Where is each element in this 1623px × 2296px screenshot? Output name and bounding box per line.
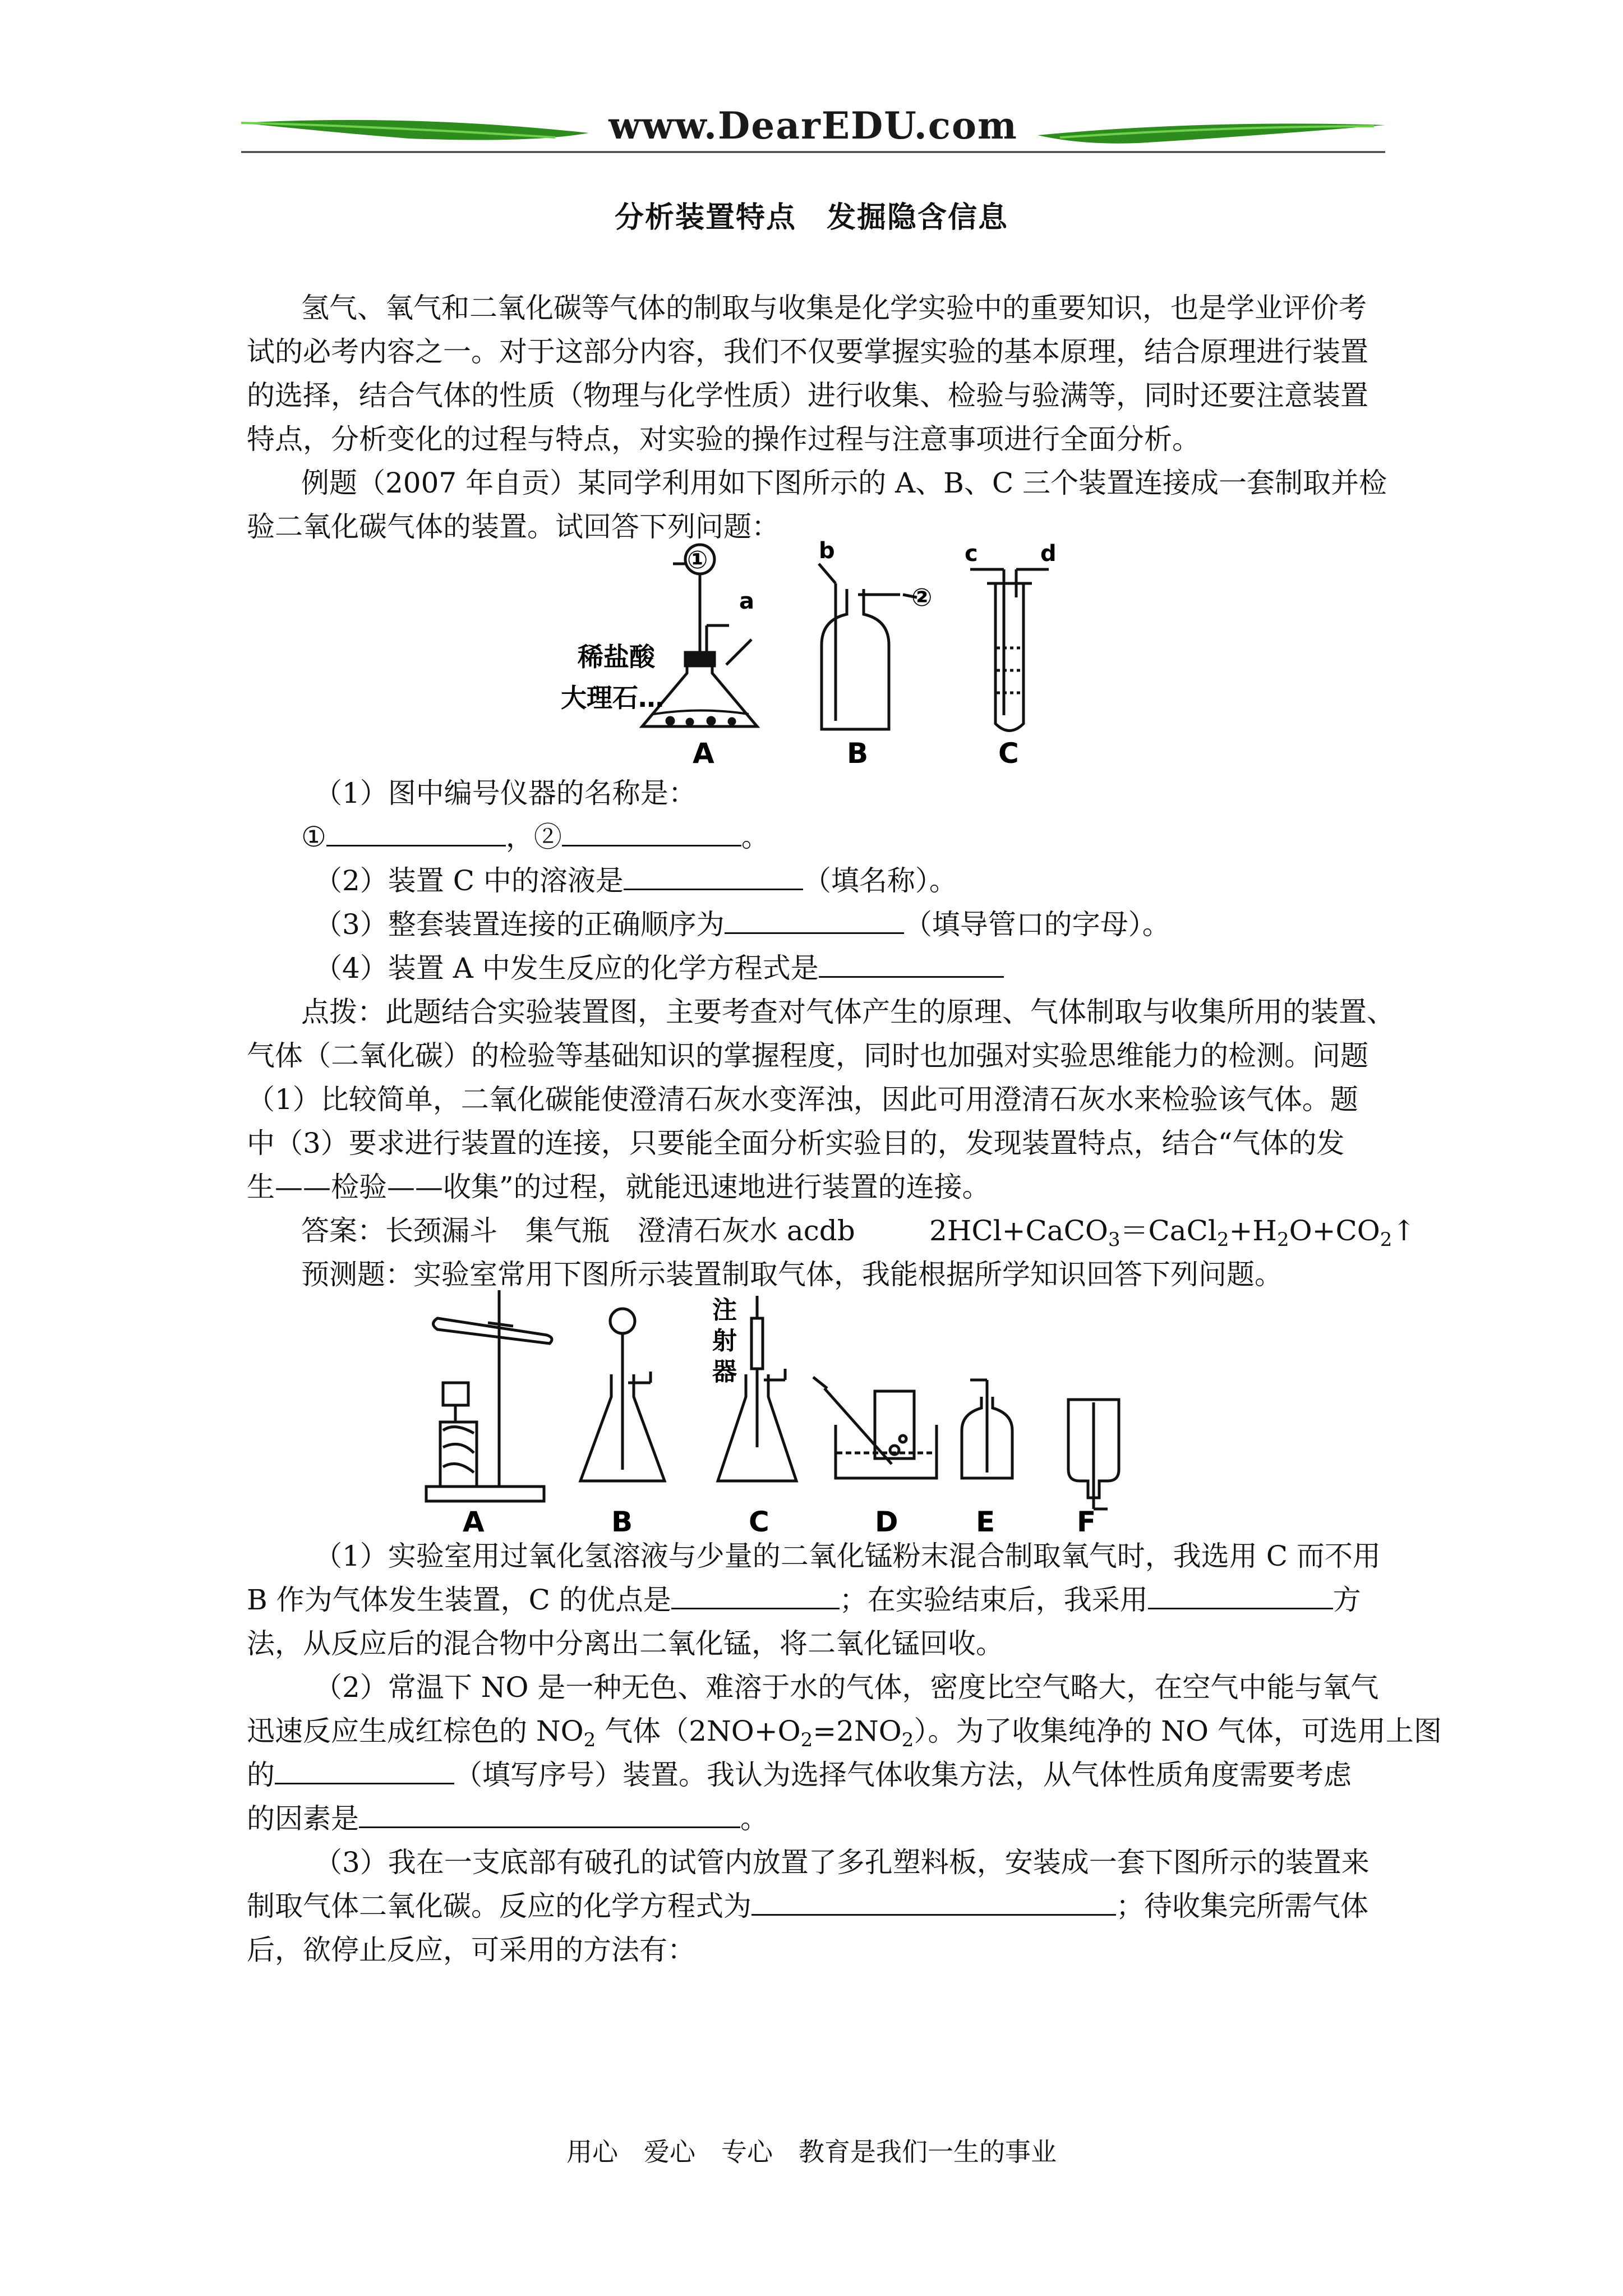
eq-sub-1: 3 (1108, 1228, 1121, 1251)
p1-l2-b: ；在实验结束后，我采用 (839, 1584, 1148, 1616)
fig2-label-A: A (463, 1506, 485, 1538)
fig2-syringe-char-1: 注 (712, 1296, 737, 1324)
p3-l2-b: ；待收集完所需气体 (1116, 1890, 1368, 1922)
answer-blank-p3-equation[interactable] (751, 1888, 1116, 1916)
p2-sub-2: 2 (800, 1729, 813, 1751)
site-header (241, 104, 1385, 165)
question-1: （1）图中编号仪器的名称是： (314, 777, 697, 809)
p2-l3-a: 的 (247, 1759, 275, 1791)
p2-sub-1: 2 (583, 1729, 596, 1751)
answer-blank-q1-1[interactable] (326, 819, 506, 846)
answer-blank-q3[interactable] (725, 907, 904, 934)
page-title: 分析装置特点 发掘隐含信息 (614, 200, 1008, 234)
p2-sub-3: 2 (901, 1729, 914, 1751)
predict-q3-line-2 (247, 1884, 1391, 1928)
question-3 (314, 903, 1391, 946)
hint-line-1: 点拨：此题结合实验装置图，主要考查对气体产生的原理、气体制取与收集所用的装置、 (301, 996, 1395, 1028)
fig2-label-F: F (1077, 1506, 1096, 1538)
answer-equation (929, 1209, 1415, 1253)
apparatus-b-bottle (819, 564, 917, 729)
predict-line: 预测题：实验室常用下图所示装置制取气体，我能根据所学知识回答下列问题。 (301, 1258, 1283, 1291)
answer-blank-p2-device[interactable] (275, 1757, 454, 1784)
eq-part-b: ＝CaCl (1120, 1214, 1217, 1247)
fig2-label-B: B (611, 1506, 633, 1538)
predict-q3-line-1: （3）我在一支底部有破孔的试管内放置了多孔塑料板，安装成一套下图所示的装置来 (314, 1846, 1370, 1879)
q4-text-a: （4）装置 A 中发生反应的化学方程式是 (314, 952, 819, 984)
apparatus-f-bottle (1068, 1400, 1119, 1509)
answer-blank-p2-factors[interactable] (359, 1801, 740, 1828)
hint-line-4: 中（3）要求进行装置的连接，只要能全面分析实验目的，发现装置特点，结合“气体的发 (247, 1127, 1345, 1159)
site-logo-text[interactable]: www.DearEDU.com (608, 104, 1018, 148)
figure-apparatus-abcdef (421, 1285, 1228, 1545)
apparatus-e-bottle (962, 1380, 1012, 1478)
predict-q1-line-3: 法，从反应后的混合物中分离出二氧化锰，将二氧化锰回收。 (247, 1627, 1004, 1660)
eq-part-c: +H (1229, 1214, 1277, 1247)
eq-part-d: O+CO (1289, 1214, 1380, 1247)
q2-text-b: （填名称）。 (803, 864, 957, 897)
p2-l3-b: （填写序号）装置。我认为选择气体收集方法，从气体性质角度需要考虑 (454, 1759, 1352, 1791)
predict-q2-line-1: （2）常温下 NO 是一种无色、难溶于水的气体，密度比空气略大，在空气中能与氧气 (314, 1671, 1379, 1704)
p2-l2-d: ）。为了收集纯净的 NO 气体，可选用上图 (914, 1715, 1442, 1747)
predict-q1-line-2 (247, 1578, 1391, 1622)
question-4 (314, 946, 1391, 990)
intro-line-1: 氢气、氧气和二氧化碳等气体的制取与收集是化学实验中的重要知识，也是学业评价考 (301, 292, 1367, 324)
fig2-label-E: E (976, 1506, 995, 1538)
p2-l2-c: =2NO (813, 1715, 902, 1747)
fig2-syringe-char-2: 射 (712, 1327, 737, 1355)
answer-line (301, 1209, 1416, 1253)
answer-blank-p1-method[interactable] (1148, 1582, 1333, 1609)
answer-blank-q2[interactable] (624, 863, 803, 890)
fig2-label-C: C (749, 1506, 769, 1538)
apparatus-a-stand (426, 1290, 552, 1501)
fig1-label-C: C (998, 737, 1019, 770)
question-1-blanks (301, 815, 1395, 859)
eq-sub-2: 2 (1216, 1228, 1229, 1251)
hint-line-2: 气体（二氧化碳）的检验等基础知识的掌握程度，同时也加强对实验思维能力的检测。问题 (247, 1039, 1368, 1072)
fig1-label-A: A (693, 737, 714, 770)
p1-l2-a: B 作为气体发生装置，C 的优点是 (247, 1584, 671, 1616)
predict-q2-line-3 (247, 1753, 1391, 1797)
fig1-label-circle1: ① (687, 546, 708, 574)
p1-l2-c: 方 (1332, 1584, 1361, 1616)
q3-text-a: （3）整套装置连接的正确顺序为 (314, 908, 725, 941)
predict-q3-line-3: 后，欲停止反应，可采用的方法有： (247, 1934, 695, 1966)
apparatus-c-tube (970, 569, 1049, 731)
q2-text-a: （2）装置 C 中的溶液是 (314, 864, 624, 897)
hint-line-5: 生——检验——收集”的过程，就能迅速地进行装置的连接。 (247, 1171, 990, 1203)
q1-end: 。 (741, 821, 769, 853)
eq-arrow: ↑ (1392, 1214, 1416, 1247)
fig1-label-c: c (965, 541, 978, 567)
fig1-label-b: b (819, 538, 835, 564)
p2-l2-a: 迅速反应生成红棕色的 NO (247, 1715, 584, 1747)
fig1-label-marble: 大理石… (561, 683, 664, 713)
fig1-label-d: d (1040, 541, 1057, 567)
page-footer: 用心 爱心 专心 教育是我们一生的事业 (566, 2137, 1057, 2167)
question-2 (314, 859, 1391, 903)
fig1-label-B: B (847, 737, 869, 770)
fig2-label-D: D (875, 1506, 898, 1538)
fig1-label-circle2: ② (911, 583, 933, 612)
apparatus-d-trough (813, 1377, 937, 1478)
q1-label-2: ，② (505, 821, 562, 853)
predict-q1-line-1: （1）实验室用过氧化氢溶液与少量的二氧化锰粉末混合制取氧气时，我选用 C 而不用 (314, 1540, 1381, 1572)
p2-l2-b: 气体（2NO+O (596, 1715, 801, 1747)
fig2-syringe-char-3: 器 (712, 1358, 737, 1386)
answer-blank-q1-2[interactable] (562, 819, 741, 846)
eq-sub-4: 2 (1380, 1228, 1393, 1251)
q1-label-1: ① (301, 821, 326, 853)
example-line-2: 验二氧化碳气体的装置。试回答下列问题： (247, 510, 780, 543)
apparatus-b-flask (580, 1309, 665, 1481)
q3-text-b: （填导管口的字母）。 (903, 908, 1170, 941)
eq-part-a: 2HCl+CaCO (929, 1214, 1108, 1247)
answer-blank-p1-advantage[interactable] (671, 1582, 840, 1609)
predict-q2-line-4 (247, 1797, 1391, 1841)
p3-l2-a: 制取气体二氧化碳。反应的化学方程式为 (247, 1890, 751, 1922)
hint-line-3: （1）比较简单，二氧化碳能使澄清石灰水变浑浊，因此可用澄清石灰水来检验该气体。题 (247, 1083, 1358, 1116)
answer-text: 答案：长颈漏斗 集气瓶 澄清石灰水 acdb (301, 1214, 855, 1247)
p2-l4-a: 的因素是 (247, 1802, 359, 1835)
p2-l4-b: 。 (740, 1802, 768, 1835)
intro-line-2: 试的必考内容之一。对于这部分内容，我们不仅要掌握实验的基本原理，结合原理进行装置 (247, 335, 1368, 368)
fig1-label-acid: 稀盐酸 (578, 642, 655, 672)
example-line-1: 例题（2007 年自贡）某同学利用如下图所示的 A、B、C 三个装置连接成一套制取并检 (301, 467, 1387, 499)
intro-line-4: 特点，分析变化的过程与特点，对实验的操作过程与注意事项进行全面分析。 (247, 423, 1200, 455)
intro-line-3: 的选择，结合气体的性质（物理与化学性质）进行收集、检验与验满等，同时还要注意装置 (247, 379, 1368, 412)
figure-apparatus-abc (561, 536, 1077, 774)
fig1-label-a: a (739, 588, 754, 614)
predict-q2-line-2 (247, 1709, 1442, 1753)
eq-sub-3: 2 (1276, 1228, 1289, 1251)
answer-blank-q4[interactable] (819, 950, 1004, 978)
